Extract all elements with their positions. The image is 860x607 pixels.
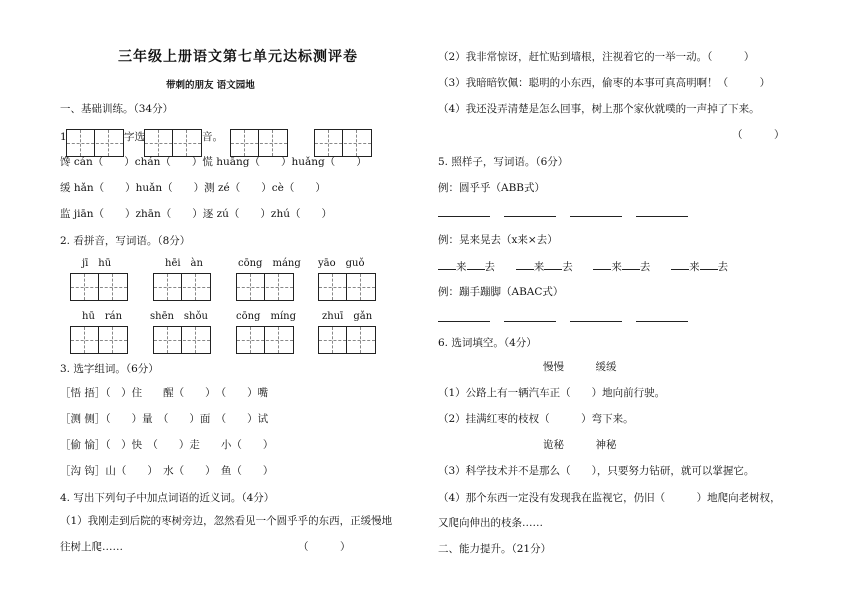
q1-row-1: 馋 cán（ ）chán（ ）慌 huāng（ ）huǎng（ ）	[60, 156, 367, 168]
q2-grid-6[interactable]	[153, 326, 211, 354]
q2-grid-1[interactable]	[70, 273, 128, 301]
q6-sentence-2: （2）挂满红枣的枝杈（ ）弯下来。	[438, 413, 634, 425]
q1-text-b: 音。	[202, 131, 223, 143]
q2-pinyin-4: yāo guǒ	[318, 258, 365, 269]
q2-grid-4[interactable]	[318, 273, 376, 301]
lai-char: 来	[689, 261, 700, 273]
q2-grid-2[interactable]	[153, 273, 211, 301]
answer-blank[interactable]	[636, 205, 688, 217]
q4-sentence-1a: （1）我刚走到后院的枣树旁边，忽然看见一个圆乎乎的东西，正缓慢地	[60, 515, 393, 527]
qu-char: 去	[717, 261, 729, 273]
q3-row-1: ［悟 捂］（ ）住 醒（ ） （ ）嘴	[60, 387, 269, 399]
q2-pinyin-8: zhuī gǎn	[322, 311, 373, 322]
answer-blank[interactable]	[671, 258, 689, 270]
q4-sentence-1-answer[interactable]: （ ）	[298, 541, 351, 553]
q2-pinyin-5: hū rán	[82, 311, 123, 322]
lai-char: 来	[611, 261, 622, 273]
q5-example-1: 例：圆乎乎（ABB式）	[438, 182, 546, 194]
exam-title: 三年级上册语文第七单元达标测评卷	[118, 49, 358, 65]
answer-blank[interactable]	[438, 205, 490, 217]
answer-blank[interactable]	[570, 310, 622, 322]
answer-blank[interactable]	[516, 258, 534, 270]
q4-sentence-1b: 往树上爬……	[60, 541, 123, 553]
q4-heading: 4. 写出下列句子中加点词语的近义词。（4分）	[60, 492, 275, 504]
lai-char: 来	[456, 261, 467, 273]
qu-char: 去	[484, 261, 495, 273]
section-1-heading: 一、基础训练。（34分）	[60, 103, 174, 115]
q6-sentence-4a: （4）那个东西一定没有发现我在监视它，仍旧（ ）地爬向老树杈，	[438, 492, 781, 504]
q1-grid-3[interactable]	[230, 129, 288, 157]
answer-blank[interactable]	[438, 258, 456, 270]
q1-text-a: 字选	[124, 131, 145, 143]
section-2-heading: 二、能力提升。（21分）	[438, 543, 552, 555]
q1-grid-2[interactable]	[144, 129, 202, 157]
q2-pinyin-3: cōng máng	[238, 258, 301, 269]
q2-grid-8[interactable]	[318, 326, 376, 354]
q3-row-3: ［偷 愉］（ ）快 （ ）走 小（ ）	[60, 439, 274, 451]
q3-row-2: ［测 侧］（ ）量 （ ）面 （ ）试	[60, 413, 269, 425]
exam-subtitle: 带刺的朋友 语文园地	[166, 80, 255, 91]
q4-sentence-4-answer[interactable]: （ ）	[732, 129, 785, 141]
q3-row-4: ［沟 钩］山（ ） 水（ ） 鱼（ ）	[60, 465, 274, 477]
q5-blanks-1[interactable]	[438, 205, 702, 221]
q1-row-2: 缓 hǎn（ ）huǎn（ ）测 zé（ ）cè（ ）	[60, 182, 326, 194]
q6-word-choices-1: 慢慢 缓缓	[543, 361, 617, 373]
answer-blank[interactable]	[504, 310, 556, 322]
q1-row-3: 监 jiān（ ）zhān（ ）逐 zú（ ）zhú（ ）	[60, 208, 332, 220]
q2-grid-7[interactable]	[236, 326, 294, 354]
lai-char: 来	[533, 261, 545, 273]
q5-blanks-2[interactable]	[438, 258, 728, 274]
answer-blank[interactable]	[636, 310, 688, 322]
q5-heading: 5. 照样子，写词语。（6分）	[438, 156, 569, 168]
q4-sentence-3: （3）我暗暗钦佩：聪明的小东西，偷枣的本事可真高明啊！（ ）	[438, 77, 771, 89]
q1-grid-4[interactable]	[314, 129, 372, 157]
q6-sentence-3: （3）科学技术并不是那么（ ），只要努力钻研，就可以掌握它。	[438, 465, 755, 477]
q6-sentence-4b: 又爬向伸出的枝条……	[438, 517, 543, 529]
answer-blank[interactable]	[504, 205, 556, 217]
qu-char: 去	[639, 261, 651, 273]
answer-blank[interactable]	[622, 258, 640, 270]
q4-sentence-2: （2）我非常惊讶，赶忙贴到墙根，注视着它的一举一动。（ ）	[438, 51, 755, 63]
q2-grid-3[interactable]	[236, 273, 294, 301]
answer-blank[interactable]	[700, 258, 718, 270]
answer-blank[interactable]	[544, 258, 562, 270]
right-column	[430, 0, 860, 607]
q2-heading: 2. 看拼音，写词语。（8分）	[60, 235, 191, 247]
answer-blank[interactable]	[467, 258, 485, 270]
q6-word-choices-2: 诡秘 神秘	[543, 439, 617, 451]
q3-heading: 3. 选字组词。（6分）	[60, 363, 159, 375]
answer-blank[interactable]	[438, 310, 490, 322]
q5-blanks-3[interactable]	[438, 310, 702, 326]
q6-heading: 6. 选词填空。（4分）	[438, 337, 537, 349]
q1-grid-1[interactable]	[66, 129, 124, 157]
answer-blank[interactable]	[593, 258, 611, 270]
q2-pinyin-1: jī hū	[82, 258, 112, 269]
q5-example-2: 例：晃来晃去（x来×去）	[438, 234, 558, 246]
q2-pinyin-2: hēi àn	[165, 258, 203, 269]
q2-grid-5[interactable]	[70, 326, 128, 354]
q6-sentence-1: （1）公路上有一辆汽车正（ ）地向前行驶。	[438, 387, 666, 399]
q2-pinyin-7: cōng míng	[236, 311, 296, 322]
q1-label: 1	[60, 131, 67, 143]
answer-blank[interactable]	[570, 205, 622, 217]
q5-example-3: 例：蹦手蹦脚（ABAC式）	[438, 286, 564, 298]
q2-pinyin-6: shēn shǒu	[150, 311, 208, 322]
qu-char: 去	[562, 261, 573, 273]
q4-sentence-4: （4）我还没弄清楚是怎么回事，树上那个家伙就噗的一声掉了下来。	[438, 103, 760, 115]
